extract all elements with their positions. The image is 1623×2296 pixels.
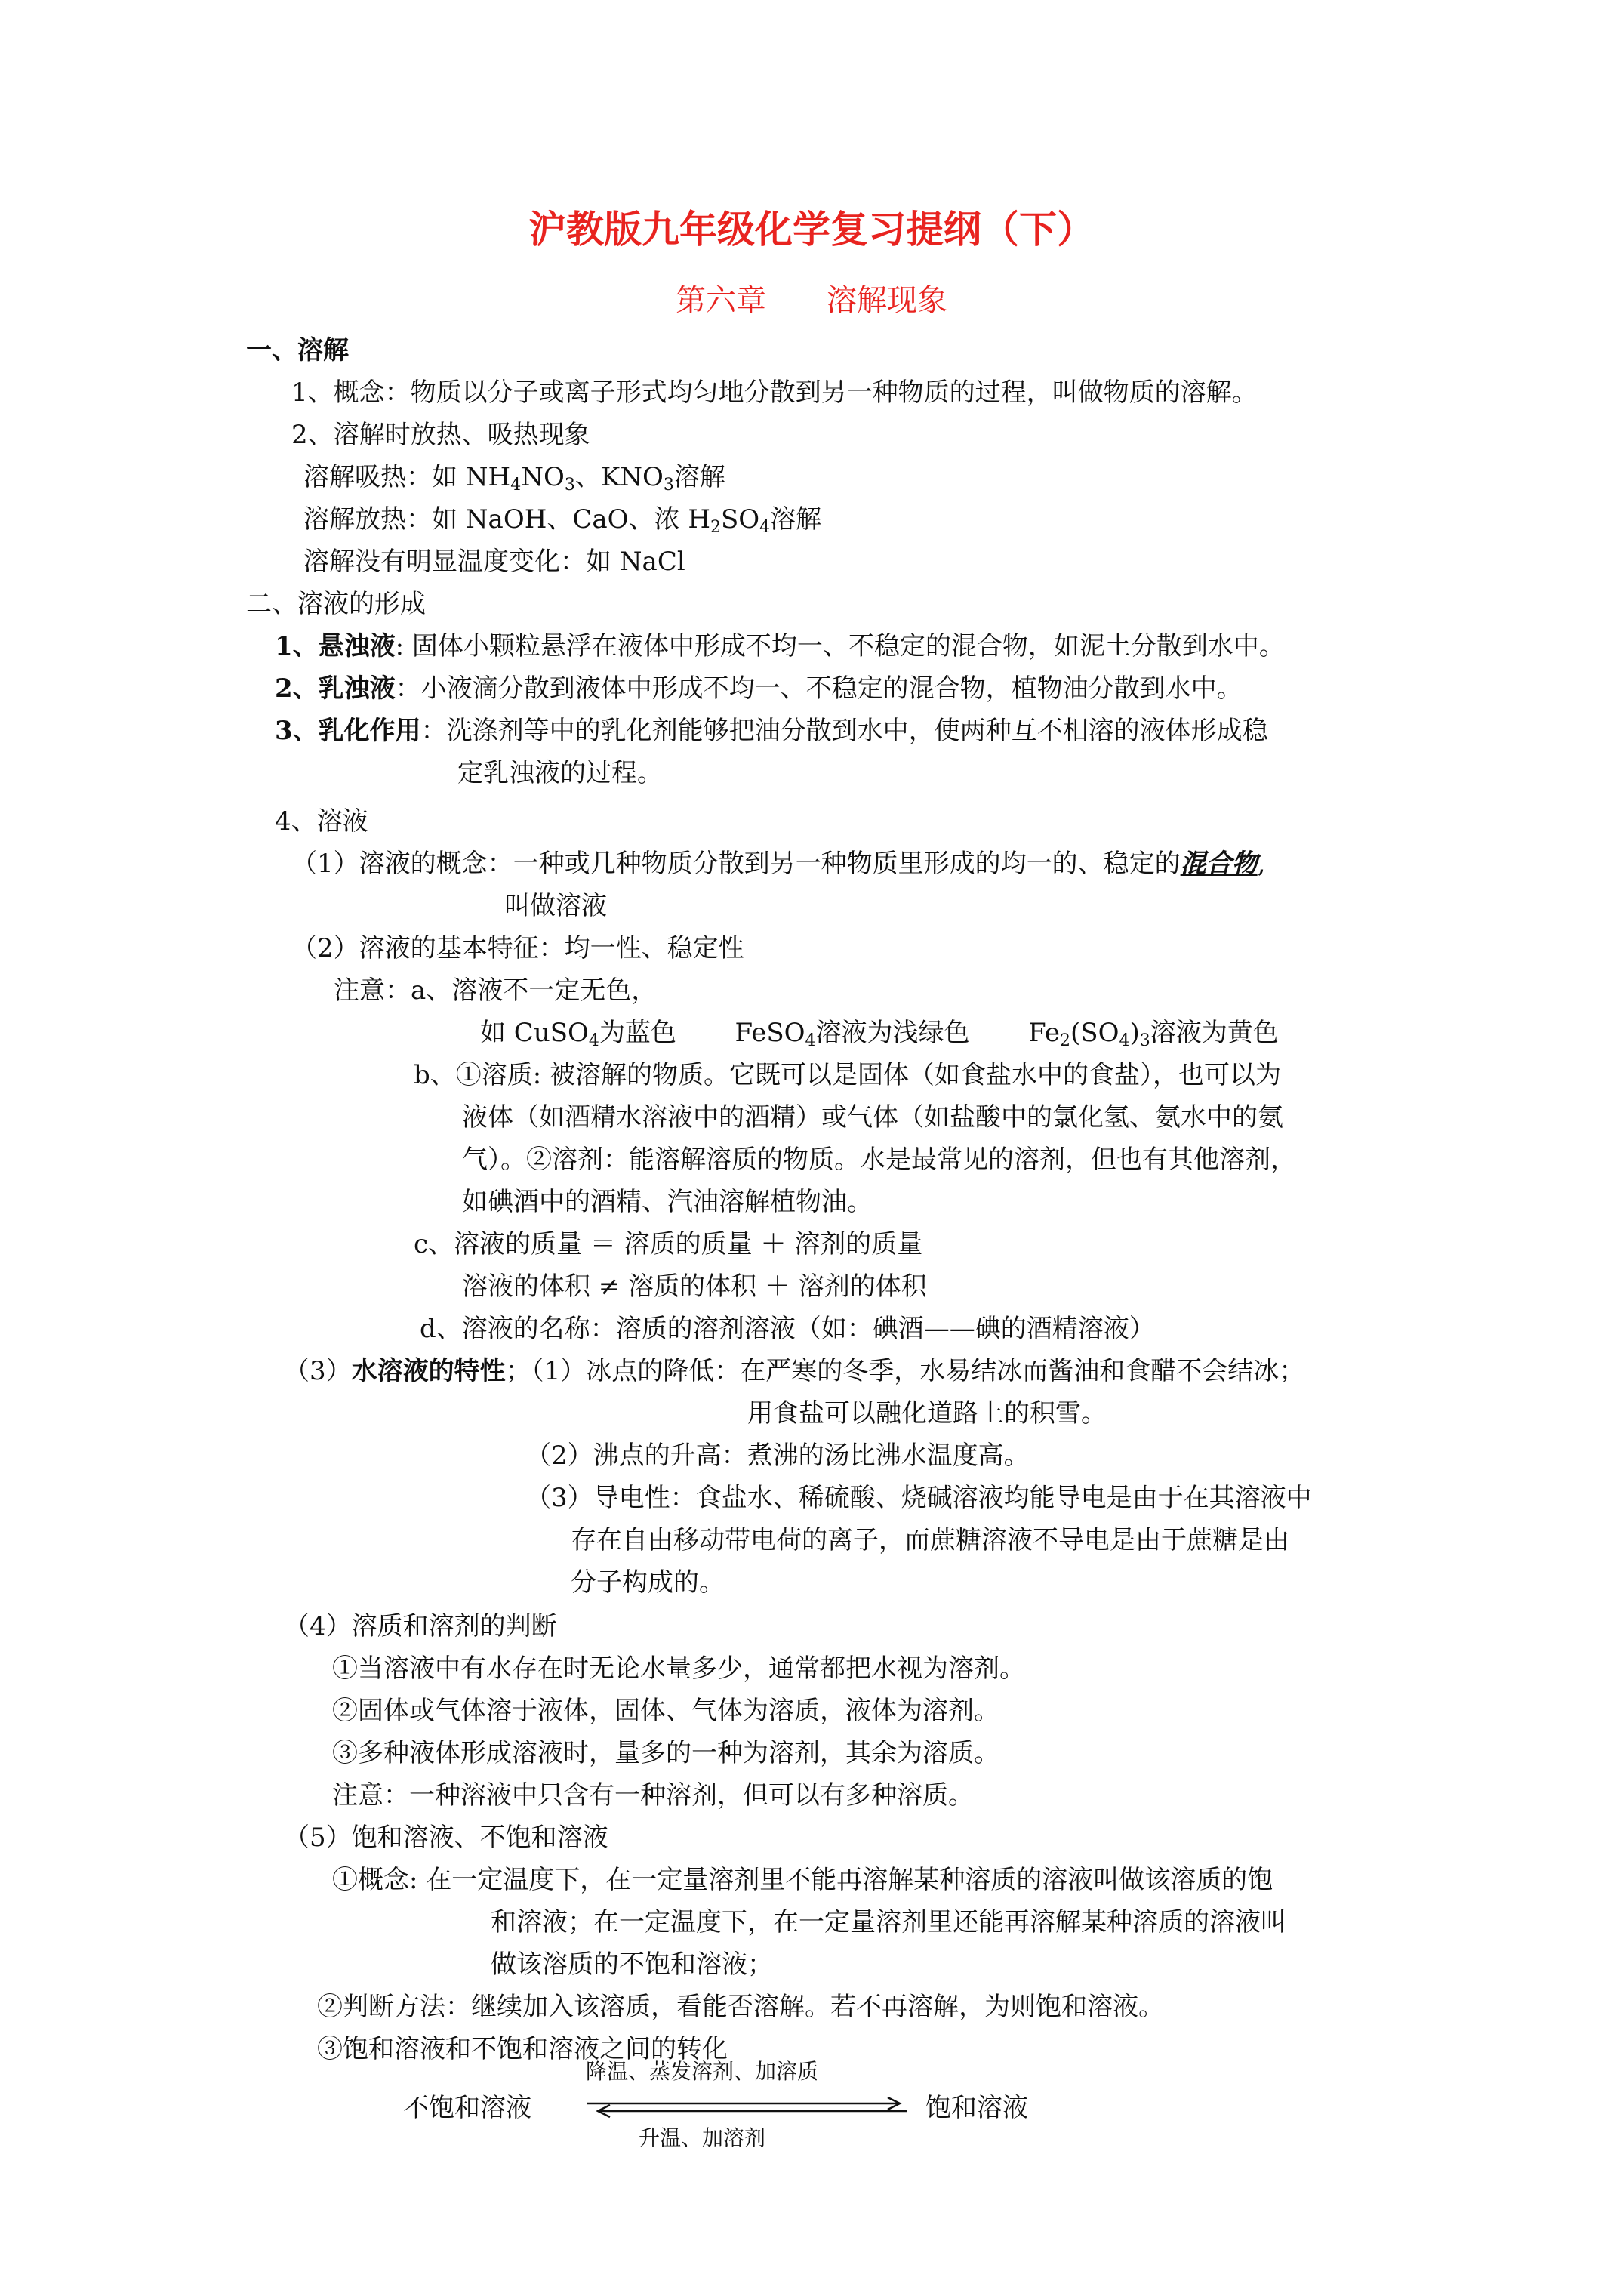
note-b-3: 气）。②溶剂：能溶解溶质的物质。水是最常见的溶剂，但也有其他溶剂， [462,1145,1296,1175]
saturated-concept-2: 和溶液；在一定温度下，在一定量溶剂里还能再溶解某种溶质的溶液叫 [491,1907,1286,1937]
solution-concept: （1）溶液的概念：一种或几种物质分散到另一种物质里形成的均一的、稳定的混合物, [291,849,1266,879]
section-heading-solution: 二、溶液的形成 [246,589,426,619]
judge-method: ②判断方法：继续加入该溶质，看能否溶解。若不再溶解，为则饱和溶液。 [317,1992,1164,2022]
judge-note: 注意：一种溶液中只含有一种溶剂，但可以有多种溶质。 [332,1780,974,1811]
note-a: 注意：a、溶液不一定无色， [334,975,658,1006]
emulsification-line-2: 定乳浊液的过程。 [457,758,663,788]
note-b-2: 液体（如酒精水溶液中的酒精）或气体（如盐酸中的氯化氢、氨水中的氨 [462,1102,1283,1133]
saturated-label: 饱和溶液 [925,2093,1028,2123]
heat-heading: 2、溶解时放热、吸热现象 [291,420,590,450]
solution-heading: 4、溶液 [275,806,368,837]
section-heading-dissolve: 一、溶解 [246,335,349,365]
solution-concept-2: 叫做溶液 [504,891,607,921]
judge-2: ②固体或气体溶于液体，固体、气体为溶质，液体为溶剂。 [332,1696,999,1726]
emulsification-line: 3、乳化作用：洗涤剂等中的乳化剂能够把油分散到水中，使两种互不相溶的液体形成稳 [275,716,1268,746]
saturated-concept-3: 做该溶质的不饱和溶液； [491,1949,773,1980]
solute-solvent-heading: （4）溶质和溶剂的判断 [284,1611,557,1641]
freezing-point-2: 用食盐可以融化道路上的积雪。 [747,1398,1107,1428]
emulsion-line: 2、乳浊液：小液滴分散到液体中形成不均一、不稳定的混合物，植物油分散到水中。 [275,673,1243,704]
note-c-1: c、溶液的质量 ＝ 溶质的质量 ＋ 溶剂的质量 [414,1229,923,1259]
note-b-4: 如碘酒中的酒精、汽油溶解植物油。 [462,1187,873,1217]
heat-absorb-line: 溶解吸热：如 $NH_4NO_3$、$KNO_3$溶解 [303,462,725,495]
note-d: d、溶液的名称：溶质的溶剂溶液（如：碘酒——碘的酒精溶液） [420,1314,1155,1344]
concept-line: 1、概念：物质以分子或离子形式均匀地分散到另一种物质的过程，叫做物质的溶解。 [291,378,1258,408]
note-c-2: 溶液的体积 ≠ 溶质的体积 ＋ 溶剂的体积 [462,1271,927,1302]
conductivity-3: 分子构成的。 [571,1567,725,1598]
judge-1: ①当溶液中有水存在时无论水量多少，通常都把水视为溶剂。 [332,1653,1025,1684]
suspension-line: 1、悬浊液: 固体小颗粒悬浮在液体中形成不均一、不稳定的混合物，如泥土分散到水中。 [275,631,1285,661]
solution-features: （2）溶液的基本特征：均一性、稳定性 [291,933,744,963]
conversion-arrows [583,2093,915,2123]
judge-3: ③多种液体形成溶液时，量多的一种为溶剂，其余为溶质。 [332,1738,999,1768]
water-solution-properties: （3）水溶液的特性；（1）冰点的降低：在严寒的冬季，水易结冰而酱油和食醋不会结冰； [284,1356,1305,1386]
forward-condition: 降温、蒸发溶剂、加溶质 [586,2059,819,2084]
heat-none-line: 溶解没有明显温度变化：如 NaCl [303,547,685,577]
conductivity-1: （3）导电性：食盐水、稀硫酸、烧碱溶液均能导电是由于在其溶液中 [525,1483,1312,1513]
heat-release-line: 溶解放热：如 NaOH、CaO、浓 $H_2SO_4$溶解 [303,504,822,537]
note-b-1: b、①溶质: 被溶解的物质。它既可以是固体（如食盐水中的食盐），也可以为 [414,1060,1282,1090]
color-examples: 如 CuSO$_4$为蓝色 FeSO$_4$溶液为浅绿色 $Fe_2(SO_4)_3$溶液为黄色 [480,1018,1279,1050]
chapter-title: 第六章 溶解现象 [676,283,947,318]
unsaturated-label: 不饱和溶液 [403,2093,531,2123]
saturated-concept-1: ①概念: 在一定温度下，在一定量溶剂里不能再溶解某种溶质的溶液叫做该溶质的饱 [332,1865,1273,1895]
page-title: 沪教版九年级化学复习提纲（下） [528,207,1095,251]
saturated-heading: （5）饱和溶液、不饱和溶液 [284,1823,608,1853]
conversion-heading: ③饱和溶液和不饱和溶液之间的转化 [317,2034,728,2064]
reverse-condition: 升温、加溶剂 [639,2125,766,2150]
boiling-point: （2）沸点的升高：煮沸的汤比沸水温度高。 [525,1441,1030,1471]
conductivity-2: 存在自由移动带电荷的离子，而蔗糖溶液不导电是由于蔗糖是由 [571,1525,1289,1555]
